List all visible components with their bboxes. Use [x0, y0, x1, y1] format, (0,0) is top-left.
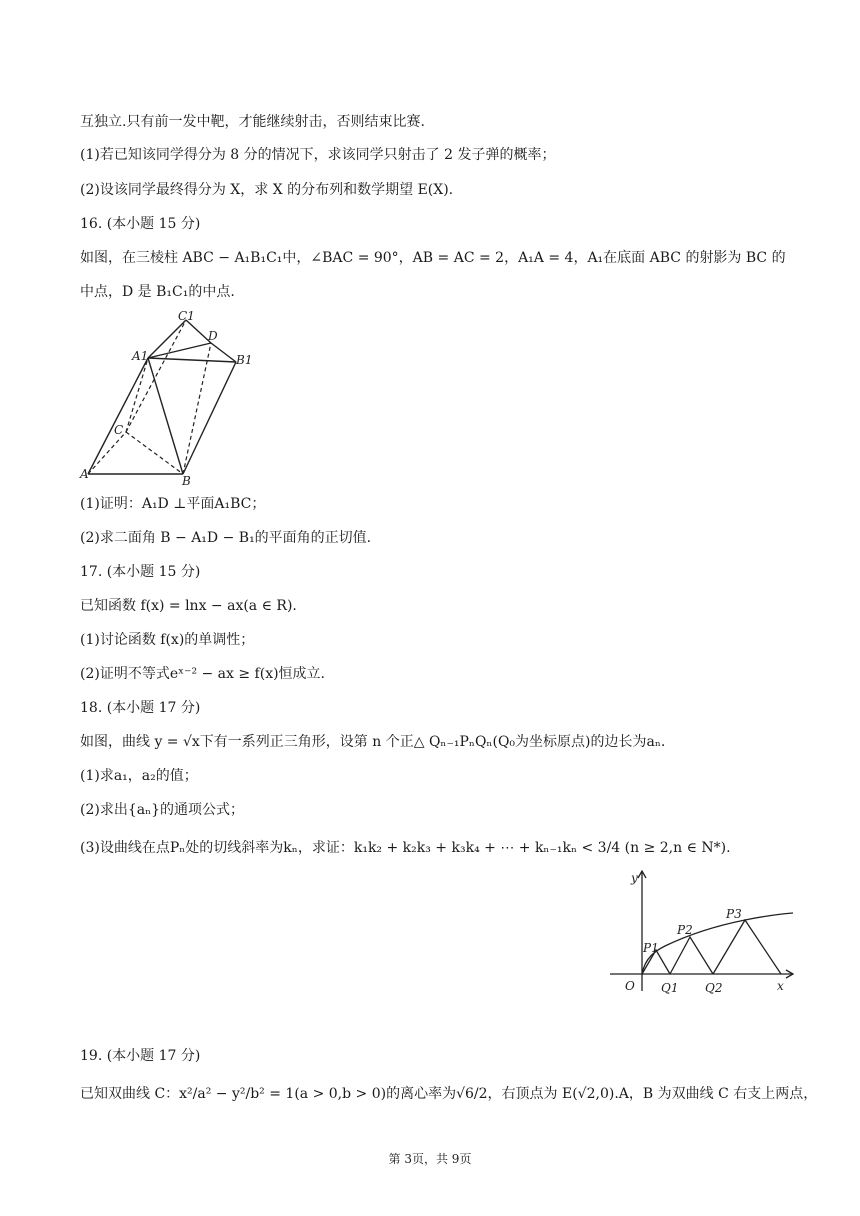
- label-y: y: [631, 871, 638, 885]
- label-q2: Q2: [705, 981, 723, 995]
- text-line: (2)求出{aₙ}的通项公式；: [80, 802, 245, 818]
- text-line: 互独立.只有前一发中靶，才能继续射击，否则结束比赛.: [80, 114, 425, 130]
- prism-figure: [78, 310, 268, 488]
- label-c: C: [114, 423, 124, 437]
- curve-triangles-figure: [605, 866, 805, 996]
- label-a1: A1: [132, 349, 149, 363]
- text-line: (2)证明不等式eˣ⁻² − ax ≥ f(x)恒成立.: [80, 666, 326, 682]
- text-line: 已知函数 f(x) = lnx − ax(a ∈ R).: [80, 598, 297, 614]
- edge-d-b1: [211, 343, 236, 362]
- edge-c-c1: [126, 320, 186, 432]
- label-d: D: [208, 329, 218, 343]
- text-line: 如图，在三棱柱 ABC − A₁B₁C₁中，∠BAC = 90°，AB = AC = 2，A₁A = 4，A₁在底面 ABC 的射影为 BC 的: [80, 250, 786, 266]
- question-18-heading: 18. (本小题 17 分): [80, 700, 201, 716]
- text-line: 中点，D 是 B₁C₁的中点.: [80, 284, 235, 300]
- label-p3: P3: [726, 907, 742, 921]
- edge-a1-d: [148, 343, 211, 358]
- text-line: (1)讨论函数 f(x)的单调性；: [80, 632, 255, 648]
- label-p1: P1: [643, 941, 659, 955]
- page-footer: 第 3页，共 9页: [388, 1152, 472, 1166]
- edge-b-b1: [183, 362, 236, 474]
- triangle-2: [670, 937, 713, 974]
- text-line: (2)求二面角 B − A₁D − B₁的平面角的正切值.: [80, 530, 372, 546]
- edge-a1-c1: [148, 320, 186, 358]
- label-c1: C1: [178, 310, 195, 323]
- label-b1: B1: [236, 353, 253, 367]
- text-line: 已知双曲线 C：x²/a² − y²/b² = 1(a > 0,b > 0)的离心率为√6/2，右顶点为 E(√2,0).A，B 为双曲线 C 右支上两点，: [80, 1086, 818, 1102]
- text-line: (3)设曲线在点Pₙ处的切线斜率为kₙ，求证：k₁k₂ + k₂k₃ + k₃k₄ + ⋯ + kₙ₋₁kₙ < 3/4 (n ≥ 2,n ∈ N*).: [80, 840, 731, 856]
- triangle-3: [713, 920, 781, 974]
- text-line: (1)证明：A₁D ⊥平面A₁BC；: [80, 496, 266, 512]
- label-q1: Q1: [661, 981, 679, 995]
- label-b: B: [182, 474, 191, 488]
- question-16-heading: 16. (本小题 15 分): [80, 216, 201, 232]
- label-o: O: [625, 979, 635, 993]
- edge-c-b: [126, 432, 183, 474]
- label-p2: P2: [677, 923, 693, 937]
- edge-b-d: [183, 343, 211, 474]
- edge-a1-b1: [148, 358, 236, 362]
- text-line: (2)设该同学最终得分为 X，求 X 的分布列和数学期望 E(X).: [80, 182, 454, 198]
- edge-b-a1: [148, 358, 183, 474]
- question-19-heading: 19. (本小题 17 分): [80, 1048, 201, 1064]
- text-line: 如图，曲线 y = √x下有一系列正三角形，设第 n 个正△ Qₙ₋₁PₙQₙ(Q₀为坐标原点)的边长为aₙ.: [80, 734, 666, 750]
- question-17-heading: 17. (本小题 15 分): [80, 564, 201, 580]
- text-line: (1)若已知该同学得分为 8 分的情况下，求该同学只射击了 2 发子弹的概率；: [80, 147, 556, 163]
- edge-a-a1: [88, 358, 148, 474]
- text-line: (1)求a₁，a₂的值；: [80, 768, 198, 784]
- label-x: x: [777, 979, 784, 993]
- label-a: A: [80, 467, 89, 481]
